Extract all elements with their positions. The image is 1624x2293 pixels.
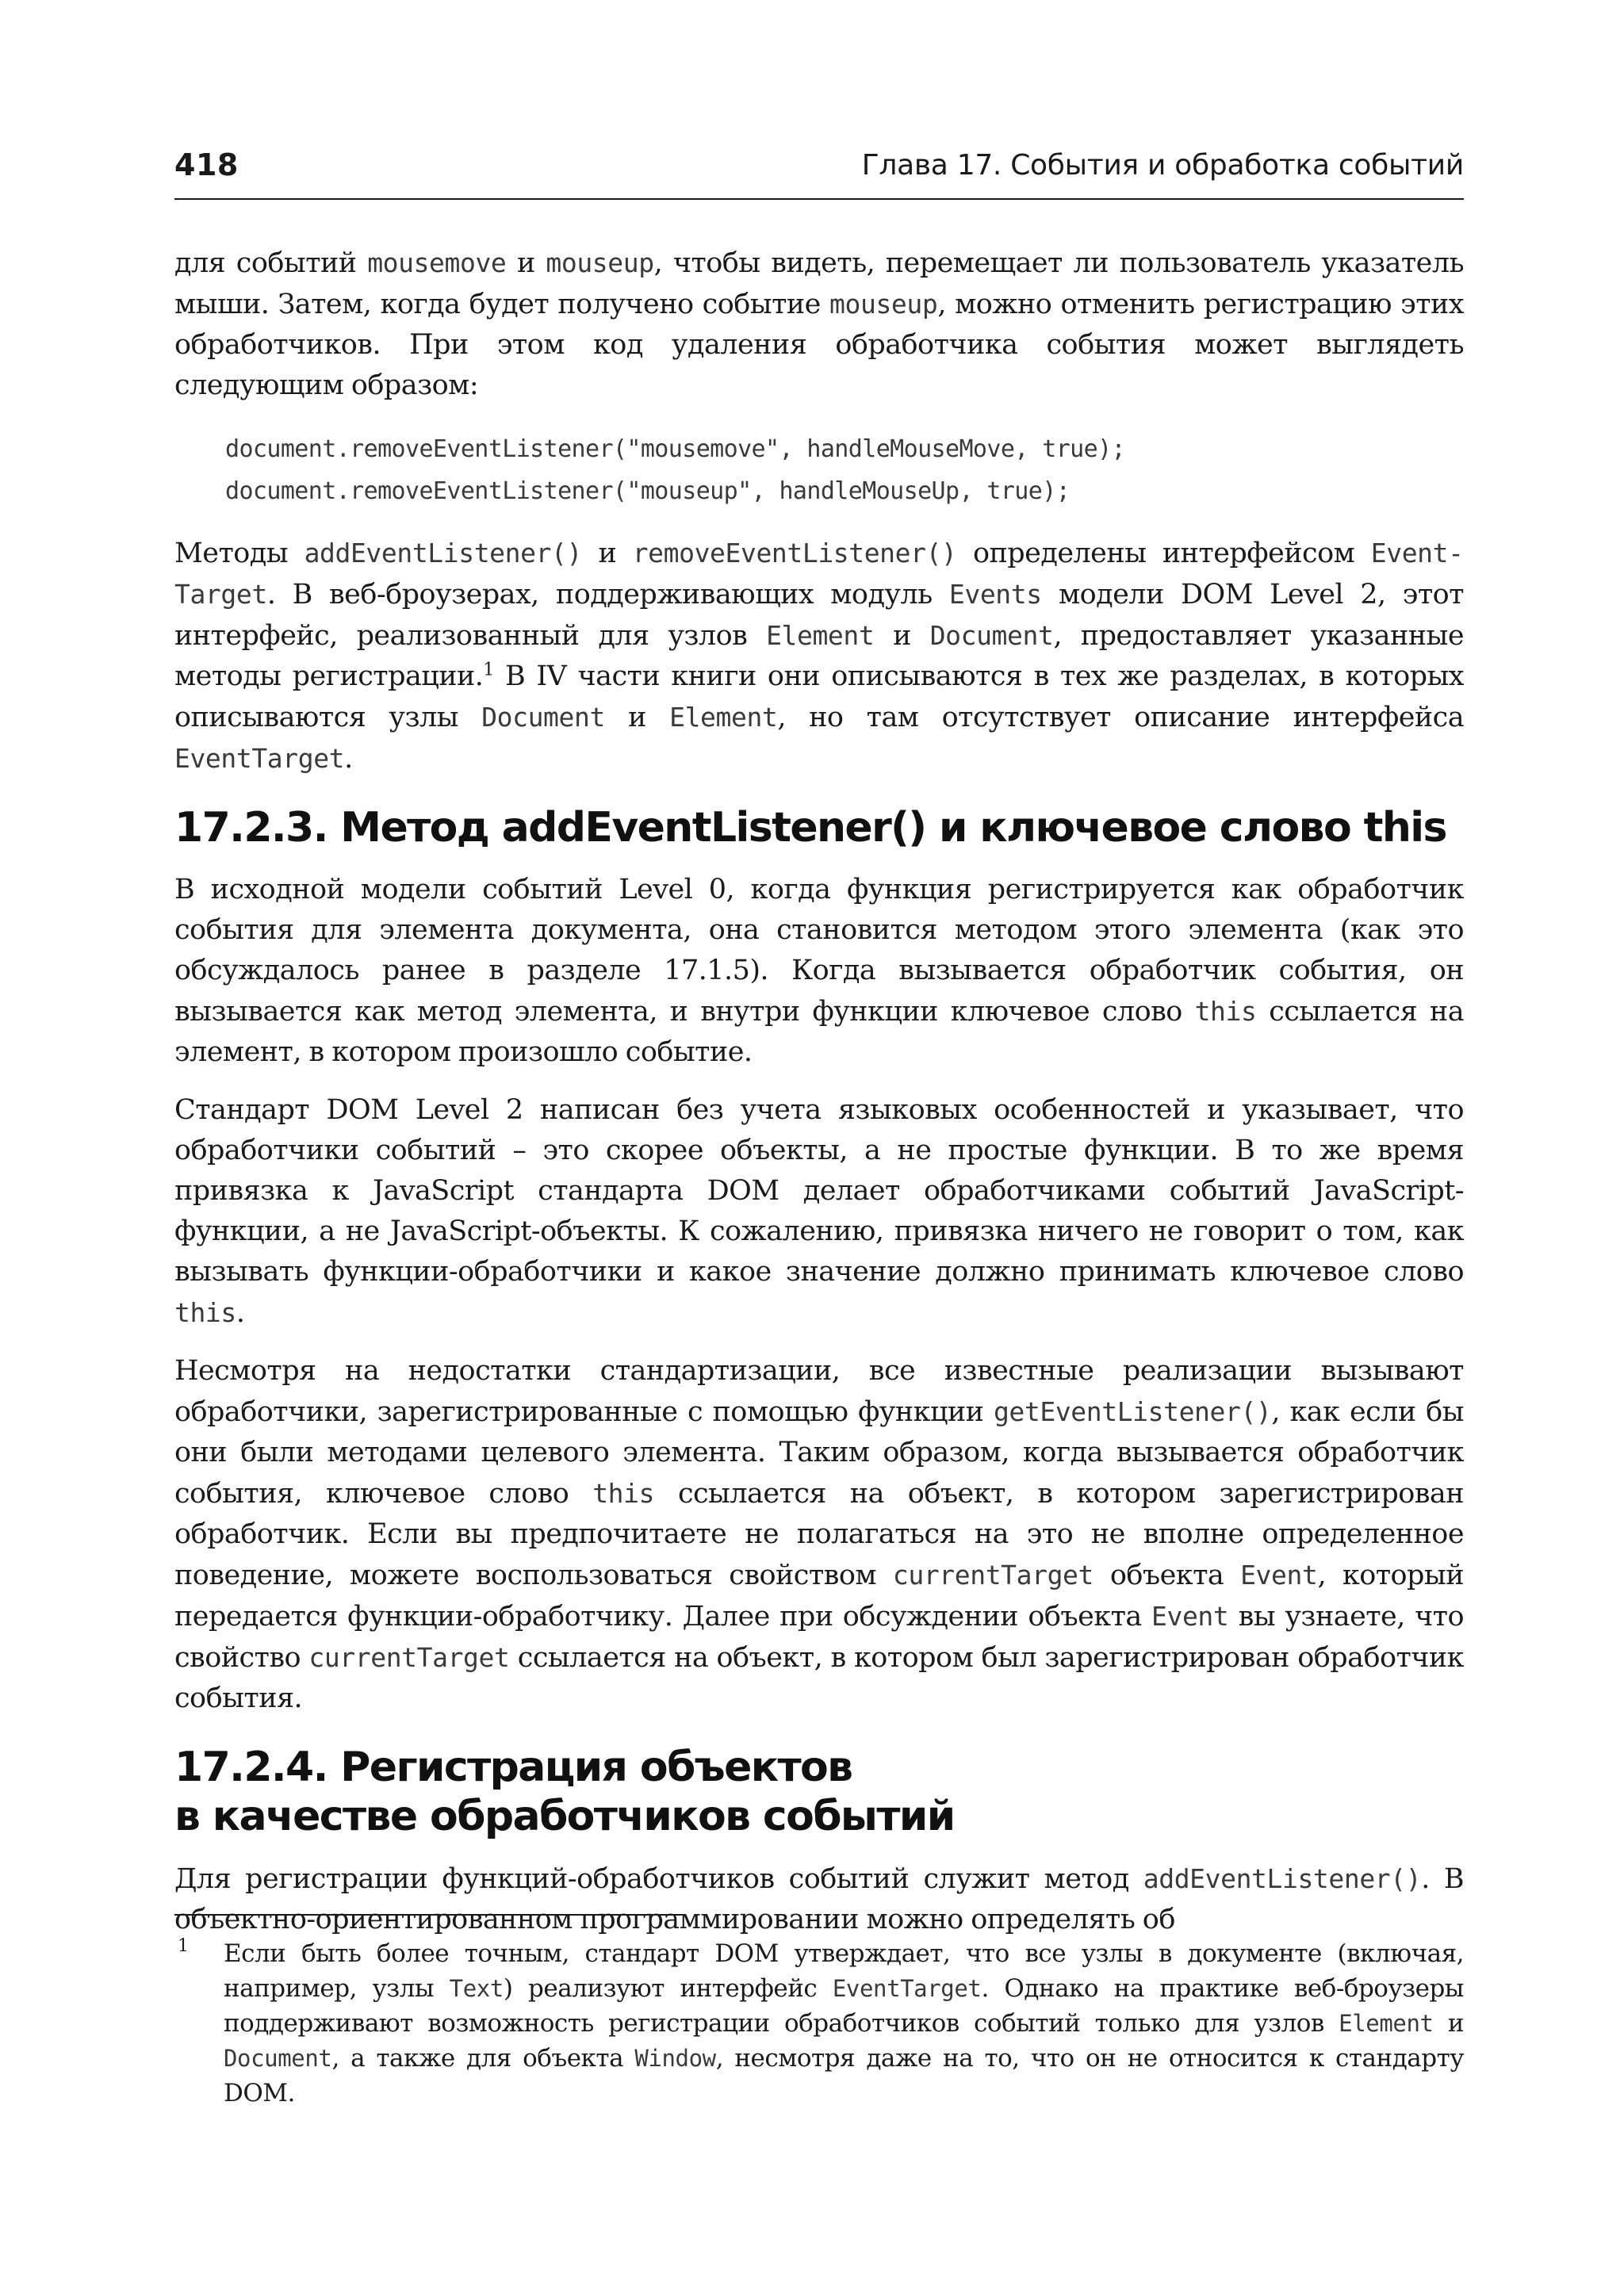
inline-code: Window xyxy=(634,2045,716,2072)
code-listing xyxy=(225,428,1464,512)
inline-code: EventTarget xyxy=(174,743,345,774)
inline-code: this xyxy=(174,1297,236,1328)
footnote-text: Если быть более точным, стандарт DOM утверждает, что все узлы в документе (включая, например, узлы Text) реализуют интерфейс EventTarget. Однако на практике веб-броузеры поддерживают возможность регистрации обработчиков событий только для узлов Element и Document, а также для объекта Window, несмотря даже на то, что он не относится к стандарту DOM. xyxy=(224,1939,1465,2107)
inline-code: Document xyxy=(224,2045,332,2072)
inline-code: mouseup xyxy=(546,247,654,278)
chapter-title: Глава 17. События и обработка событий xyxy=(861,149,1464,182)
inline-code: mouseup xyxy=(829,289,938,320)
inline-code: Document xyxy=(929,620,1054,651)
inline-code: Element xyxy=(1339,2010,1434,2037)
paragraph: Стандарт DOM Level 2 написан без учета языковых особенностей и указывает, что обработчики событий – это скорее объекты, а не простые функции. В то же время привязка к JavaScript стандарта DOM делает обработчиками событий JavaScript-функции, а не JavaScript-объекты. К сожалению, привязка ничего не говорит о том, как вызывать функции-обработчики и какое значение должно принимать ключевое слово this. xyxy=(174,1094,1464,1329)
paragraph: Методы addEventListener() и removeEventListener() определены интерфейсом EventTarget. В веб-броузерах, поддерживающих модуль Events модели DOM Level 2, этот интерфейс, реализованный для узлов Element и Document, предоставляет указанные методы регистрации.$^1$ В IV части книги они описываются в тех же разделах, в которых описываются узлы Document и Element, но там отсутствует описание интерфейса EventTarget. xyxy=(174,538,1465,775)
inline-code: Text xyxy=(449,1975,504,2002)
body-text xyxy=(174,243,1464,1958)
inline-code: currentTarget xyxy=(892,1560,1094,1591)
inline-code: this xyxy=(1194,996,1257,1027)
inline-code: getEventListener() xyxy=(993,1396,1272,1427)
section-heading xyxy=(174,1743,1464,1841)
section-heading-line: 17.2.3. Метод addEventListener() и ключевое слово this xyxy=(174,804,1446,852)
inline-code: this xyxy=(592,1478,655,1509)
footnote-divider xyxy=(174,1914,682,1916)
running-header xyxy=(174,144,1464,200)
footnote xyxy=(174,1936,1464,2111)
paragraph: В исходной модели событий Level 0, когда функция регистрируется как обработчик события для элемента документа, она становится методом этого элемента (как это обсуждалось ранее в разделе 17.1.5). Когда вызывается обработчик события, он вызывается как метод элемента, и внутри функции ключевое слово this ссылается на элемент, в котором произошло событие. xyxy=(174,874,1465,1068)
paragraph: для событий mousemove и mouseup, чтобы видеть, перемещает ли пользователь указатель мыши. Затем, когда будет получено событие mouseup, можно отменить регистрацию этих обработчиков. При этом код удаления обработчика события может выглядеть следующим образом: xyxy=(174,247,1465,401)
footnote-reference: 1 xyxy=(483,660,494,680)
inline-code: addEventListener() xyxy=(1143,1863,1422,1894)
inline-code: EventTarget xyxy=(174,538,1464,610)
page-number: 418 xyxy=(174,147,239,182)
inline-code: currentTarget xyxy=(308,1642,510,1673)
inline-code: Element xyxy=(766,620,875,651)
inline-code: Events xyxy=(948,579,1042,610)
inline-code: removeEventListener() xyxy=(632,538,957,568)
inline-code: mousemove xyxy=(367,247,507,278)
code-line: document.removeEventListener("mouseup", handleMouseUp, true); xyxy=(225,477,1071,505)
section-heading-line: 17.2.4. Регистрация объектов xyxy=(174,1744,852,1791)
inline-code: Element xyxy=(669,702,778,733)
footnote-marker: 1 xyxy=(178,1936,189,1956)
inline-code: Event xyxy=(1151,1601,1229,1632)
section-heading xyxy=(174,803,1464,852)
inline-code: addEventListener() xyxy=(304,538,582,568)
code-line: document.removeEventListener("mousemove", handleMouseMove, true); xyxy=(225,435,1125,463)
section-heading-line: в качестве обработчиков событий xyxy=(174,1793,955,1840)
inline-code: Event xyxy=(1240,1560,1318,1591)
inline-code: EventTarget xyxy=(832,1975,982,2002)
paragraph: Несмотря на недостатки стандартизации, все известные реализации вызывают обработчики, зарегистрированные с помощью функции getEventListener(), как если бы они были методами целевого элемента. Таким образом, когда вызывается обработчик события, ключевое слово this ссылается на объект, в котором зарегистрирован обработчик. Если вы предпочитаете не полагаться на это не вполне определенное поведение, можете воспользоваться свойством currentTarget объекта Event, который передается функции-обработчику. Далее при обсуждении объекта Event вы узнаете, что свойство currentTarget ссылается на объект, в котором был зарегистрирован обработчик события. xyxy=(174,1355,1465,1714)
inline-code: Document xyxy=(481,702,605,733)
paragraph: Для регистрации функций-обработчиков событий служит метод addEventListener(). В объектно-ориентированном программировании можно определять об xyxy=(174,1863,1464,1935)
